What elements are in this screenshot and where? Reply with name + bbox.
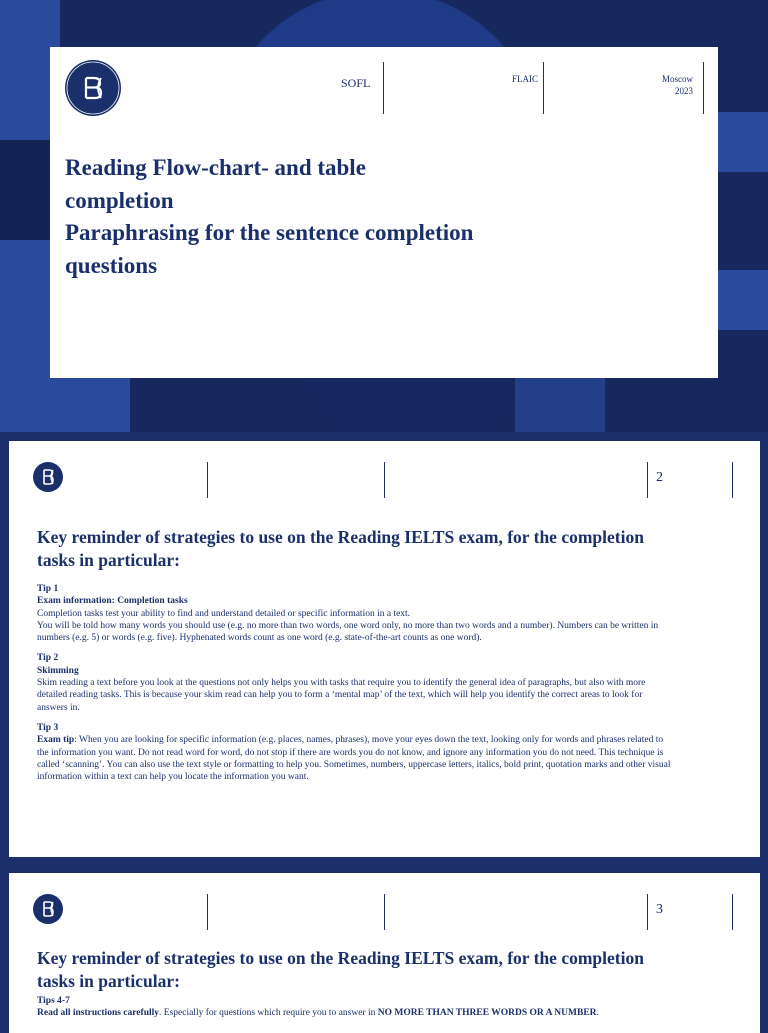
tip-title: Exam information: Completion tasks xyxy=(37,596,188,607)
header-divider xyxy=(383,62,384,114)
header-divider xyxy=(207,462,208,498)
tip-text: answers in. xyxy=(37,702,80,713)
slide-heading xyxy=(37,526,727,572)
background-stripe xyxy=(60,378,130,432)
tip-text: called ‘scanning’. You can also use the text style or formatting to help you. Sometimes, numbers, uppercase letters, italics, bold print, quotation marks and other visual xyxy=(37,759,671,770)
tip-title: Read all instructions carefully xyxy=(37,1008,160,1019)
tip-label: Tip 2 xyxy=(37,653,59,664)
heading-line: tasks in particular: xyxy=(37,971,180,991)
heading-line: tasks in particular: xyxy=(37,550,180,570)
tip-label: Tip 3 xyxy=(37,722,59,733)
content-slide-2 xyxy=(9,441,760,857)
header-city xyxy=(640,73,693,97)
heading-line: Key reminder of strategies to use on the Reading IELTS exam, for the completion xyxy=(37,948,644,968)
tip-text: Completion tasks test your ability to find and understand detailed or specific information in a text. xyxy=(37,608,411,619)
tip-text: the information you want. Do not read word for word, do not stop if there are words you do not know, and ignore any information you do not need. This technique is xyxy=(37,747,664,758)
content-slide-3 xyxy=(9,873,760,1033)
background-stripe xyxy=(718,112,768,172)
tips-body xyxy=(37,995,737,1020)
tip-text: detailed reading tasks. This is because your skim read can help you to form a ‘mental map’ of the text, which will help you identify the correct areas to look for xyxy=(37,690,643,701)
slide-title xyxy=(65,152,585,282)
slide-heading xyxy=(37,947,727,993)
header-divider xyxy=(647,462,648,498)
tip-text: information within a text can help you locate the information you want. xyxy=(37,772,309,783)
background-stripe xyxy=(718,270,768,330)
tip-text-run: . xyxy=(596,1008,599,1019)
tip-emphasis: NO MORE THAN THREE WORDS OR A NUMBER xyxy=(377,1008,597,1019)
tip-text: Skim reading a text before you look at the questions not only helps you with tasks that require you to identify the general idea of paragraphs, but also with more xyxy=(37,678,646,689)
header-divider xyxy=(384,894,385,930)
title-line: completion xyxy=(65,187,174,213)
header-sofl: SOFL xyxy=(341,76,371,90)
title-line: Paraphrasing for the sentence completion xyxy=(65,220,474,245)
header-year: 2023 xyxy=(675,86,693,96)
hse-logo-icon xyxy=(33,462,63,492)
tip-title: Skimming xyxy=(37,665,79,676)
title-line: Reading Flow-chart- and table xyxy=(65,155,366,180)
page-number: 3 xyxy=(656,902,663,917)
header-divider xyxy=(703,62,704,114)
header-flaic: FLAIC xyxy=(511,74,538,84)
header-divider xyxy=(543,62,544,114)
tip-text xyxy=(37,734,737,746)
header-divider xyxy=(207,894,208,930)
tips-body xyxy=(37,583,737,783)
tip-text: numbers (e.g. 5) or words (e.g. five). Hyphenated words count as one word (e.g. state-of-the-art counts as one word). xyxy=(37,633,482,644)
tip-text-run: : When you are looking for specific information (e.g. places, names, phrases), move your eyes down the text, looking only for words and phrases related to xyxy=(74,735,664,746)
background-stripe xyxy=(515,378,605,432)
header-city-name: Moscow xyxy=(662,74,693,84)
tip-text xyxy=(37,1007,737,1019)
header-divider xyxy=(647,894,648,930)
heading-line: Key reminder of strategies to use on the Reading IELTS exam, for the completion xyxy=(37,527,644,547)
header-divider xyxy=(732,462,733,498)
header-divider xyxy=(732,894,733,930)
hse-logo-icon xyxy=(33,894,63,924)
title-line: questions xyxy=(65,252,158,278)
tip-label: Tips 4-7 xyxy=(37,996,70,1006)
tip-text-run: . Especially for questions which require you to answer in xyxy=(159,1008,378,1019)
page-number: 2 xyxy=(656,470,663,485)
title-slide xyxy=(50,47,718,378)
hse-university-seal-icon xyxy=(65,60,121,116)
header-divider xyxy=(384,462,385,498)
tip-label: Tip 1 xyxy=(37,584,59,594)
tip-title: Exam tip xyxy=(37,735,75,746)
tip-text: You will be told how many words you should use (e.g. no more than two words, one word only, no more than two words and a number). Numbers can be written in xyxy=(37,620,659,631)
